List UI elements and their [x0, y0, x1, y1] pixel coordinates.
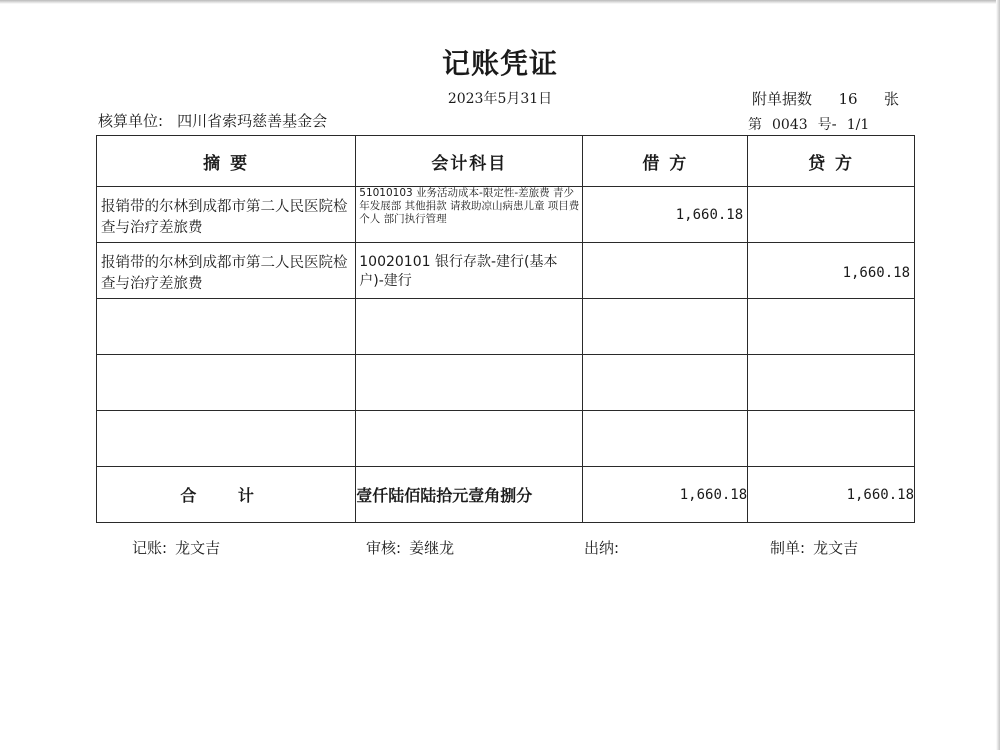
empty-cell [356, 411, 583, 467]
entry-credit-amount: 1,660.18 [842, 265, 910, 281]
total-debit: 1,660.18 [583, 467, 748, 523]
entry-summary-text: 报销带的尔林到成都市第二人民医院检查与治疗差旅费 [101, 199, 348, 236]
voucher-table [96, 135, 915, 523]
empty-cell [356, 299, 583, 355]
empty-cell [748, 355, 915, 411]
attachment-count-label: 附单据数 [752, 90, 813, 108]
table-row [97, 187, 915, 243]
scan-edge-right [996, 0, 1000, 750]
entry-credit [748, 187, 915, 243]
entry-subject-text: 10020101 银行存款-建行(基本户)-建行 [359, 254, 558, 289]
entry-subject [356, 187, 583, 243]
scan-edge-top [0, 0, 1000, 4]
entry-credit [748, 243, 915, 299]
voucher-number [748, 114, 879, 134]
table-row [97, 243, 915, 299]
bookkeeper-signature [132, 537, 220, 558]
bookkeeper-name: 龙文吉 [175, 539, 221, 557]
table-row-empty [97, 355, 915, 411]
voucher-page: 1/1 [846, 117, 870, 133]
entry-subject [356, 243, 583, 299]
accounting-unit-value: 四川省索玛慈善基金会 [177, 112, 328, 130]
empty-cell [748, 299, 915, 355]
empty-cell [97, 299, 356, 355]
empty-cell [748, 411, 915, 467]
cashier-signature [584, 537, 627, 558]
preparer-name: 龙文吉 [813, 539, 859, 557]
header-debit: 借 方 [583, 136, 748, 187]
entry-credit-amount [748, 187, 914, 207]
entry-summary [97, 243, 356, 299]
attachment-count-value: 16 [838, 90, 858, 108]
total-credit: 1,660.18 [748, 467, 915, 523]
bookkeeper-label: 记账: [132, 539, 168, 557]
preparer-signature [770, 537, 858, 558]
voucher-date: 2023年5月31日 [447, 91, 553, 107]
empty-cell [583, 411, 748, 467]
entry-debit-amount: 1,660.18 [675, 207, 744, 223]
table-row-empty [97, 299, 915, 355]
reviewer-name: 姜继龙 [409, 539, 455, 557]
total-label: 合 计 [97, 467, 356, 523]
accounting-unit-label: 核算单位: [98, 112, 164, 130]
voucher-title: 记账凭证 [441, 47, 558, 80]
empty-cell [97, 355, 356, 411]
entry-debit [583, 187, 748, 243]
header-subject: 会计科目 [356, 136, 583, 187]
table-row-empty [97, 411, 915, 467]
attachment-count [752, 88, 899, 109]
preparer-label: 制单: [770, 539, 806, 557]
reviewer-label: 审核: [366, 539, 402, 557]
entry-summary [97, 187, 356, 243]
accounting-unit [98, 110, 327, 131]
total-in-words: 壹仟陆佰陆拾元壹角捌分 [356, 467, 583, 523]
table-header-row [97, 136, 915, 187]
voucher-number-prefix: 第 [748, 117, 762, 133]
empty-cell [583, 355, 748, 411]
entry-debit [583, 243, 748, 299]
voucher-number-suffix: 号- [817, 117, 837, 133]
entry-subject-text: 51010103 业务活动成本-限定性-差旅费 青少年发展部 其他捐款 请救助凉山病患儿童 项目费 个人 部门执行管理 [359, 187, 580, 225]
cashier-label: 出纳: [584, 539, 620, 557]
empty-cell [583, 299, 748, 355]
attachment-count-unit: 张 [884, 90, 900, 108]
header-summary: 摘 要 [97, 136, 356, 187]
empty-cell [356, 355, 583, 411]
header-credit: 贷 方 [748, 136, 915, 187]
reviewer-signature [366, 537, 454, 558]
empty-cell [97, 411, 356, 467]
entry-debit-amount [583, 243, 747, 265]
total-row [97, 467, 915, 523]
entry-summary-text: 报销带的尔林到成都市第二人民医院检查与治疗差旅费 [101, 255, 348, 292]
voucher-number-value: 0043 [772, 117, 808, 133]
